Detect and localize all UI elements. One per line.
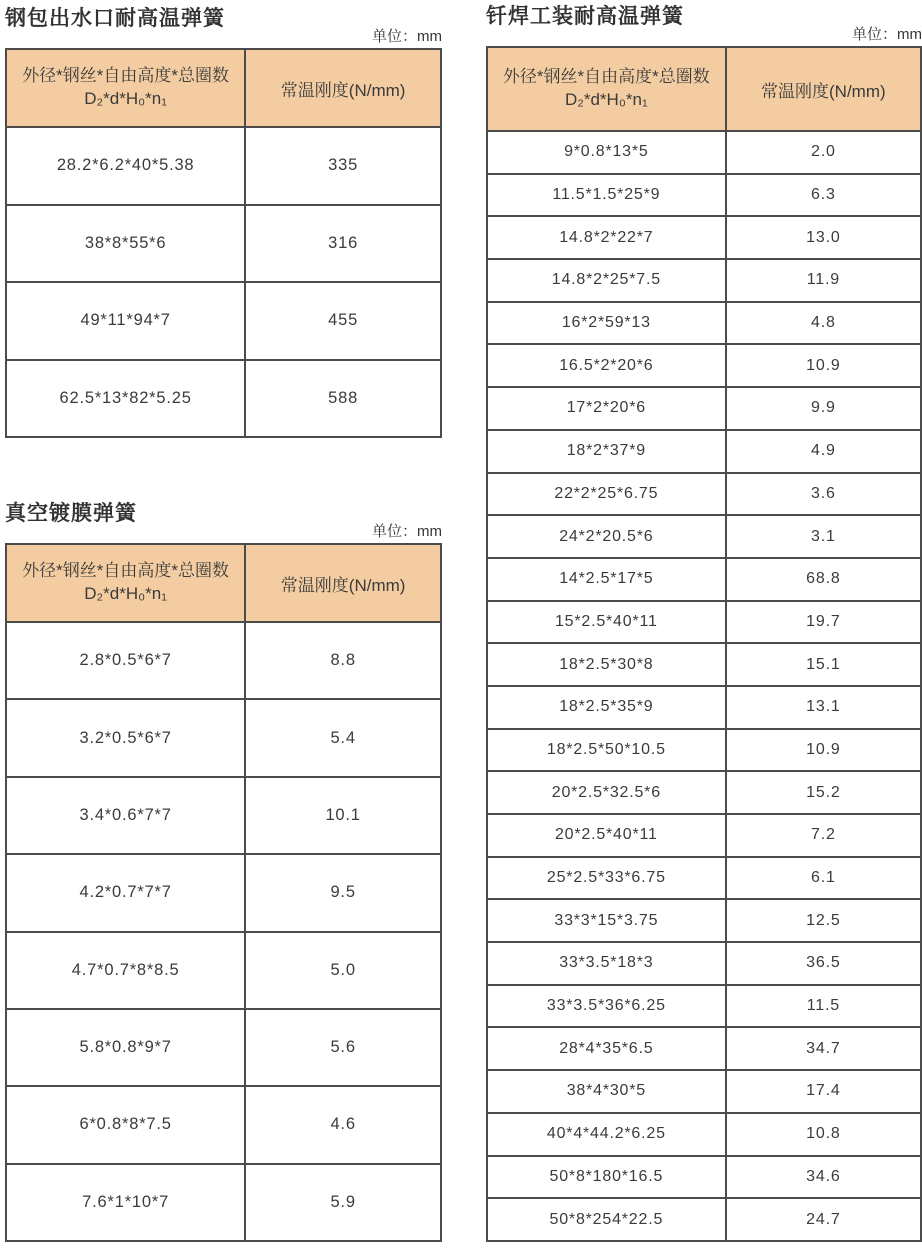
table-title-brazing: 钎焊工装耐高温弹簧 xyxy=(486,5,684,28)
stiffness-cell: 19.7 xyxy=(726,601,921,644)
stiffness-cell: 17.4 xyxy=(726,1070,921,1113)
table-body xyxy=(6,622,441,1241)
stiffness-cell: 2.0 xyxy=(726,131,921,174)
stiffness-cell: 10.9 xyxy=(726,729,921,772)
header-row xyxy=(487,47,921,131)
column-header-spec xyxy=(6,49,245,127)
table-row xyxy=(487,387,921,430)
table-row xyxy=(6,1164,441,1241)
stiffness-cell: 588 xyxy=(245,360,441,438)
stiffness-cell: 4.8 xyxy=(726,302,921,345)
stiffness-cell: 10.9 xyxy=(726,344,921,387)
spec-cell: 50*8*254*22.5 xyxy=(487,1198,726,1241)
spec-cell: 16.5*2*20*6 xyxy=(487,344,726,387)
stiffness-cell: 3.6 xyxy=(726,473,921,516)
stiffness-cell: 15.2 xyxy=(726,771,921,814)
stiffness-cell: 34.6 xyxy=(726,1156,921,1199)
spec-cell: 20*2.5*32.5*6 xyxy=(487,771,726,814)
spec-cell: 3.4*0.6*7*7 xyxy=(6,777,245,854)
stiffness-cell: 11.9 xyxy=(726,259,921,302)
unit-label: 单位：mm xyxy=(372,523,442,540)
table-row xyxy=(487,1198,921,1241)
spec-cell: 24*2*20.5*6 xyxy=(487,515,726,558)
spec-cell: 17*2*20*6 xyxy=(487,387,726,430)
unit-label: 单位：mm xyxy=(372,28,442,45)
spec-cell: 62.5*13*82*5.25 xyxy=(6,360,245,438)
spec-cell: 40*4*44.2*6.25 xyxy=(487,1113,726,1156)
table-row xyxy=(487,771,921,814)
table-row xyxy=(487,216,921,259)
table-row xyxy=(6,777,441,854)
spec-header-line1: 外径*钢丝*自由高度*总圈数 xyxy=(502,67,710,87)
table-header xyxy=(6,49,441,127)
table-row xyxy=(487,686,921,729)
table-header xyxy=(487,47,921,131)
spec-cell: 14.8*2*25*7.5 xyxy=(487,259,726,302)
spec-cell: 49*11*94*7 xyxy=(6,282,245,360)
table-row xyxy=(487,430,921,473)
table-row xyxy=(487,857,921,900)
table-row xyxy=(6,205,441,283)
stiffness-cell: 12.5 xyxy=(726,899,921,942)
stiffness-cell: 34.7 xyxy=(726,1027,921,1070)
spec-cell: 18*2.5*30*8 xyxy=(487,643,726,686)
stiffness-cell: 3.1 xyxy=(726,515,921,558)
table-row xyxy=(487,942,921,985)
section-header xyxy=(486,4,922,43)
column-header-stiffness: 常温刚度(N/mm) xyxy=(245,49,441,127)
table-row xyxy=(6,699,441,776)
table-title-ladle: 钢包出水口耐高温弹簧 xyxy=(5,7,225,30)
table-row xyxy=(487,174,921,217)
table-header xyxy=(6,544,441,622)
stiffness-cell: 6.3 xyxy=(726,174,921,217)
stiffness-cell: 15.1 xyxy=(726,643,921,686)
stiffness-cell: 6.1 xyxy=(726,857,921,900)
spec-cell: 25*2.5*33*6.75 xyxy=(487,857,726,900)
unit-label: 单位：mm xyxy=(852,26,922,43)
table-row xyxy=(487,899,921,942)
table-row xyxy=(487,1070,921,1113)
spec-cell: 28*4*35*6.5 xyxy=(487,1027,726,1070)
stiffness-cell: 10.8 xyxy=(726,1113,921,1156)
header-row xyxy=(6,544,441,622)
spec-cell: 14.8*2*22*7 xyxy=(487,216,726,259)
stiffness-cell: 36.5 xyxy=(726,942,921,985)
table-body xyxy=(487,131,921,1241)
spec-cell: 33*3.5*36*6.25 xyxy=(487,985,726,1028)
table-section-brazing-spring xyxy=(486,4,922,1242)
spec-cell: 38*4*30*5 xyxy=(487,1070,726,1113)
stiffness-cell: 13.0 xyxy=(726,216,921,259)
spec-cell: 16*2*59*13 xyxy=(487,302,726,345)
table-row xyxy=(487,558,921,601)
column-header-stiffness: 常温刚度(N/mm) xyxy=(245,544,441,622)
table-row xyxy=(6,622,441,699)
stiffness-cell: 10.1 xyxy=(245,777,441,854)
stiffness-cell: 11.5 xyxy=(726,985,921,1028)
table-row xyxy=(6,854,441,931)
table-row xyxy=(6,282,441,360)
table-row xyxy=(6,360,441,438)
spec-header-line1: 外径*钢丝*自由高度*总圈数 xyxy=(22,561,230,581)
stiffness-cell: 5.0 xyxy=(245,932,441,1009)
stiffness-cell: 5.9 xyxy=(245,1164,441,1241)
table-row xyxy=(487,643,921,686)
section-header xyxy=(5,501,442,540)
table-title-vacuum: 真空镀膜弹簧 xyxy=(5,502,137,525)
spec-cell: 4.7*0.7*8*8.5 xyxy=(6,932,245,1009)
table-row xyxy=(487,729,921,772)
column-header-spec xyxy=(487,47,726,131)
spec-header-line2: D₂*d*H₀*n₁ xyxy=(84,584,167,603)
spec-cell: 18*2.5*35*9 xyxy=(487,686,726,729)
spec-cell: 38*8*55*6 xyxy=(6,205,245,283)
spec-cell: 5.8*0.8*9*7 xyxy=(6,1009,245,1086)
table-row xyxy=(487,1156,921,1199)
spec-cell: 9*0.8*13*5 xyxy=(487,131,726,174)
spec-cell: 14*2.5*17*5 xyxy=(487,558,726,601)
stiffness-cell: 9.9 xyxy=(726,387,921,430)
stiffness-cell: 335 xyxy=(245,127,441,205)
table-row xyxy=(487,985,921,1028)
spec-cell: 33*3*15*3.75 xyxy=(487,899,726,942)
table-row xyxy=(487,302,921,345)
stiffness-cell: 8.8 xyxy=(245,622,441,699)
spec-header-line2: D₂*d*H₀*n₁ xyxy=(84,89,167,108)
table-section-ladle-spring xyxy=(5,6,442,438)
table-row xyxy=(487,344,921,387)
table-row xyxy=(487,473,921,516)
header-row xyxy=(6,49,441,127)
spec-cell: 15*2.5*40*11 xyxy=(487,601,726,644)
spec-cell: 20*2.5*40*11 xyxy=(487,814,726,857)
table-section-vacuum-spring xyxy=(5,501,442,1242)
stiffness-cell: 7.2 xyxy=(726,814,921,857)
table-row xyxy=(487,814,921,857)
spec-cell: 18*2.5*50*10.5 xyxy=(487,729,726,772)
spec-cell: 11.5*1.5*25*9 xyxy=(487,174,726,217)
stiffness-cell: 24.7 xyxy=(726,1198,921,1241)
spec-cell: 18*2*37*9 xyxy=(487,430,726,473)
spec-cell: 6*0.8*8*7.5 xyxy=(6,1086,245,1163)
spring-table-brazing xyxy=(486,46,922,1242)
spec-cell: 50*8*180*16.5 xyxy=(487,1156,726,1199)
table-row xyxy=(487,515,921,558)
table-row xyxy=(6,127,441,205)
spec-cell: 3.2*0.5*6*7 xyxy=(6,699,245,776)
stiffness-cell: 316 xyxy=(245,205,441,283)
spec-cell: 7.6*1*10*7 xyxy=(6,1164,245,1241)
table-row xyxy=(6,1009,441,1086)
spec-cell: 4.2*0.7*7*7 xyxy=(6,854,245,931)
stiffness-cell: 5.6 xyxy=(245,1009,441,1086)
stiffness-cell: 68.8 xyxy=(726,558,921,601)
section-header xyxy=(5,6,442,45)
stiffness-cell: 13.1 xyxy=(726,686,921,729)
table-row xyxy=(6,1086,441,1163)
spec-cell: 33*3.5*18*3 xyxy=(487,942,726,985)
column-header-stiffness: 常温刚度(N/mm) xyxy=(726,47,921,131)
table-row xyxy=(487,131,921,174)
table-row xyxy=(487,1027,921,1070)
table-row xyxy=(6,932,441,1009)
table-row xyxy=(487,259,921,302)
stiffness-cell: 5.4 xyxy=(245,699,441,776)
spec-cell: 2.8*0.5*6*7 xyxy=(6,622,245,699)
spec-header-line2: D₂*d*H₀*n₁ xyxy=(564,90,648,109)
stiffness-cell: 455 xyxy=(245,282,441,360)
spring-table-vacuum xyxy=(5,543,442,1242)
table-row xyxy=(487,1113,921,1156)
spec-cell: 28.2*6.2*40*5.38 xyxy=(6,127,245,205)
spec-header-line1: 外径*钢丝*自由高度*总圈数 xyxy=(22,66,230,86)
stiffness-cell: 4.6 xyxy=(245,1086,441,1163)
stiffness-cell: 4.9 xyxy=(726,430,921,473)
table-body xyxy=(6,127,441,437)
spring-table-ladle xyxy=(5,48,442,438)
column-header-spec xyxy=(6,544,245,622)
table-row xyxy=(487,601,921,644)
spec-cell: 22*2*25*6.75 xyxy=(487,473,726,516)
stiffness-cell: 9.5 xyxy=(245,854,441,931)
